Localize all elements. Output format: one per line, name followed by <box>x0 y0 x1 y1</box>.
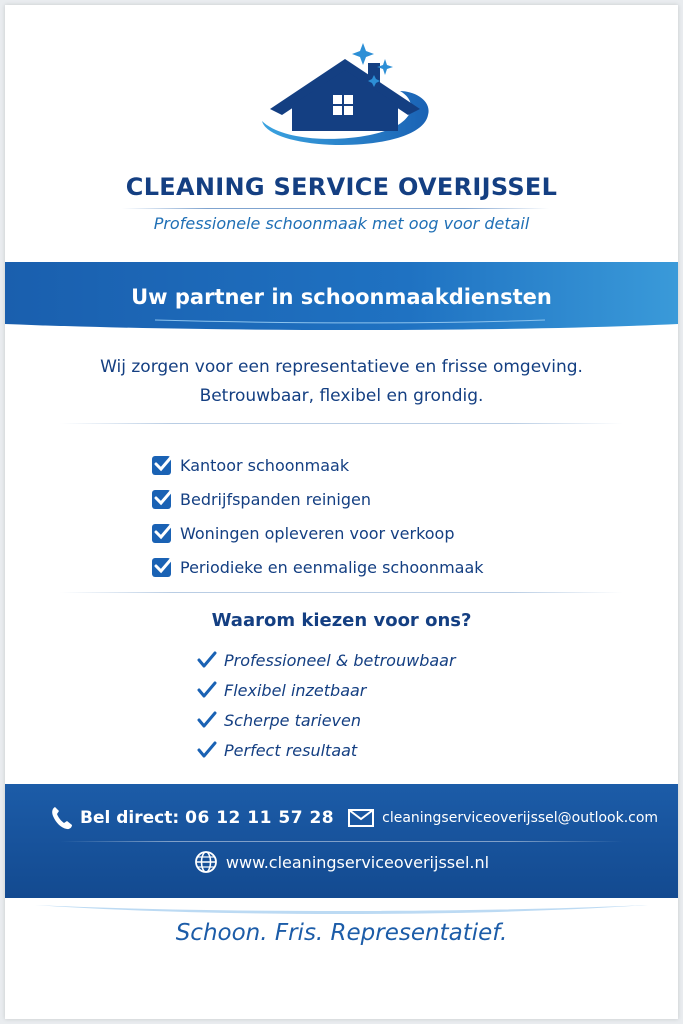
reason-item <box>197 675 456 705</box>
service-item <box>152 448 484 482</box>
reason-label: Flexibel inzetbaar <box>224 680 367 700</box>
reason-label: Professioneel & betrouwbaar <box>224 650 456 670</box>
title-divider <box>122 208 549 209</box>
reasons-list <box>197 645 456 765</box>
email-link[interactable] <box>348 809 658 827</box>
intro-line-1: Wij zorgen voor een representatieve en frisse omgeving. <box>100 357 583 377</box>
check-icon <box>197 711 217 729</box>
phone-label: Bel direct: <box>80 808 180 828</box>
contact-divider <box>60 841 623 842</box>
house-logo-icon <box>250 43 440 163</box>
checkbox-checked-icon <box>152 490 171 509</box>
decorative-swoosh <box>5 893 678 923</box>
service-label: Woningen opleveren voor verkoop <box>180 523 455 543</box>
email-address: cleaningserviceoverijssel@outlook.com <box>382 810 659 826</box>
check-icon <box>197 741 217 759</box>
reason-item <box>197 705 456 735</box>
checkbox-checked-icon <box>152 558 171 577</box>
flyer <box>5 5 678 1019</box>
reason-label: Scherpe tarieven <box>224 710 361 730</box>
phone-number[interactable]: 06 12 11 57 28 <box>185 808 335 828</box>
website-url: www.cleaningserviceoverijssel.nl <box>225 852 490 872</box>
phone-icon <box>50 805 74 831</box>
reason-item <box>197 645 456 675</box>
check-icon <box>197 651 217 669</box>
contact-row <box>50 805 658 831</box>
envelope-icon <box>348 809 374 827</box>
company-name: CLEANING SERVICE OVERIJSSEL <box>125 173 558 201</box>
service-label: Kantoor schoonmaak <box>180 455 350 475</box>
globe-icon <box>194 850 218 874</box>
banner-title: Uw partner in schoonmaakdiensten <box>131 285 552 309</box>
checkbox-checked-icon <box>152 524 171 543</box>
check-icon <box>197 681 217 699</box>
company-tagline: Professionele schoonmaak met oog voor detail <box>153 214 530 233</box>
reason-item <box>197 735 456 765</box>
reason-label: Perfect resultaat <box>224 740 358 760</box>
service-item <box>152 550 484 584</box>
service-label: Bedrijfspanden reinigen <box>180 489 371 509</box>
services-list <box>152 448 484 584</box>
service-item <box>152 482 484 516</box>
slogan: Schoon. Fris. Representatief. <box>175 920 508 946</box>
service-item <box>152 516 484 550</box>
why-title: Waarom kiezen voor ons? <box>211 610 472 631</box>
intro-line-2: Betrouwbaar, flexibel en grondig. <box>199 386 484 406</box>
section-divider <box>60 592 623 593</box>
section-divider <box>60 423 623 424</box>
website-link[interactable] <box>5 850 678 874</box>
service-label: Periodieke en eenmalige schoonmaak <box>180 557 484 577</box>
checkbox-checked-icon <box>152 456 171 475</box>
